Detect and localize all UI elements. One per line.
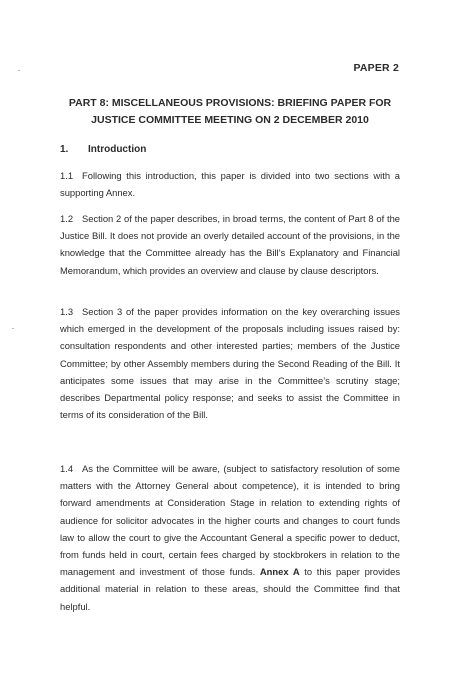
- paragraph-number: 1.3: [60, 306, 74, 317]
- paragraph-number: 1.4: [60, 463, 74, 474]
- paragraph-text: Following this introduction, this paper is divided into two sections with a supporting Annex.: [60, 170, 400, 199]
- section-title-text: Introduction: [88, 144, 147, 155]
- paragraph-number: 1.2: [60, 213, 74, 224]
- paragraph-text-continued: to this paper provides additional material in relation to these areas, should the Committee find that helpful.: [60, 566, 401, 612]
- section-title: [60, 144, 146, 155]
- paragraph-1-4: [60, 460, 400, 615]
- paragraph-text: Section 2 of the paper describes, in broad terms, the content of Part 8 of the Justice Bill. It does not provide an overly detailed account of the provisions, in the knowledge that the Committee already has the Bill’s Explanatory and Financial Memorandum, which provides an overview and clause by clause descriptors.: [60, 213, 400, 276]
- heading-line-1: PART 8: MISCELLANEOUS PROVISIONS: BRIEFING PAPER FOR: [68, 97, 392, 109]
- paragraph-text: Section 3 of the paper provides information on the key overarching issues which emerged in the development of the proposals including issues raised by: consultation respondents and other interested parties; members of the Justice Committee; by other Assembly members during the Second Reading of the Bill. It anticipates some issues that may arise in the Committee’s scrutiny stage; describes Departmental policy response; and seeks to assist the Committee in terms of its consideration of the Bill.: [60, 306, 400, 421]
- heading-line-2: JUSTICE COMMITTEE MEETING ON 2 DECEMBER 2010: [91, 114, 369, 126]
- section-number: 1.: [60, 144, 69, 155]
- paragraph-text: As the Committee will be aware, (subject to satisfactory resolution of some matters with the Attorney General about competence), it is intended to bring forward amendments at Consideration Stage in relation to extending rights of audience for solicitor advocates in the higher courts and changes to court funds law to allow the court to give the Accountant General a specific power to deduct, from funds held in court, certain fees charged by stockbrokers in relation to the management and investment of those funds.: [60, 463, 400, 578]
- paragraph-1-2: [60, 210, 400, 279]
- document-heading: [60, 95, 400, 129]
- paper-number: PAPER 2: [353, 62, 399, 74]
- paragraph-number: 1.1: [60, 170, 74, 181]
- scan-speck: [12, 328, 14, 329]
- paragraph-1-3: [60, 303, 400, 423]
- annex-reference: Annex A: [259, 566, 300, 578]
- scan-speck: [18, 70, 20, 71]
- paragraph-1-1: [60, 167, 400, 201]
